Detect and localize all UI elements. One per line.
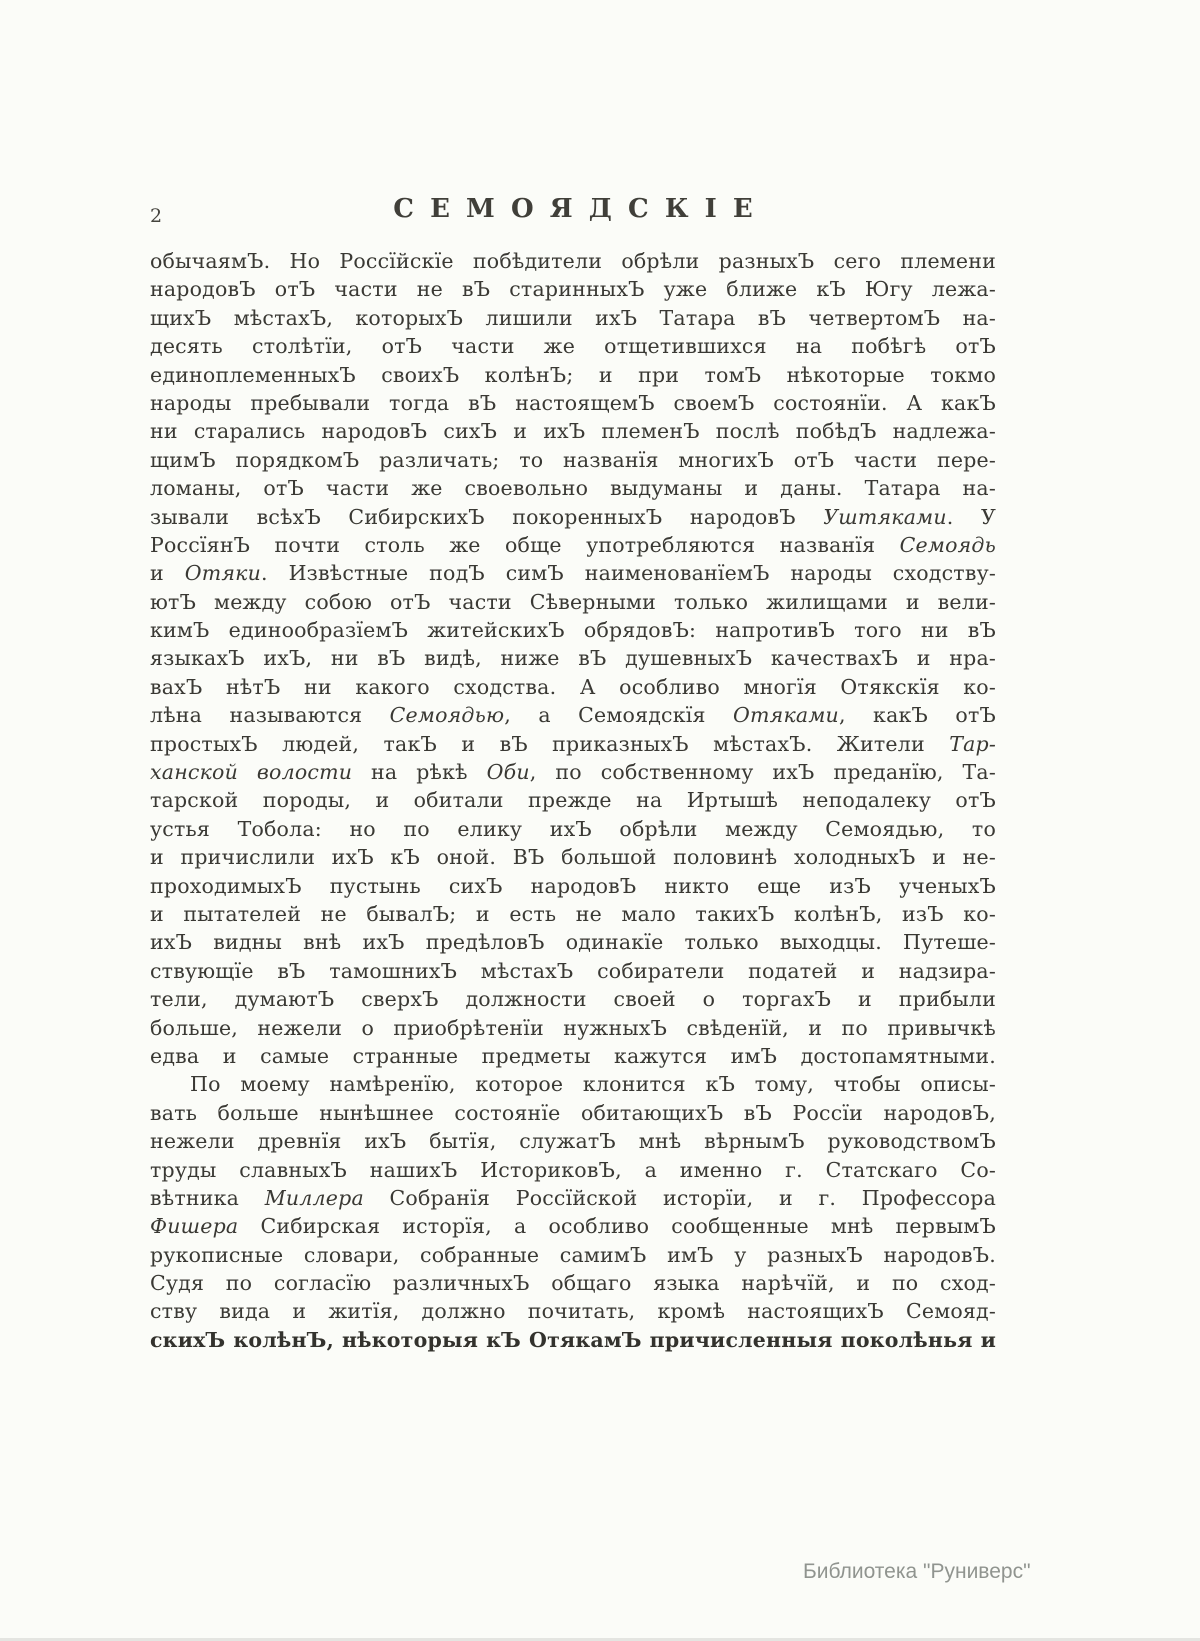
page-header: СЕМОЯДСКІЕ	[393, 194, 769, 224]
text-line: обычаямЪ. Но Россїйскїе побѣдители обрѣли разныхЪ сего племени	[150, 249, 996, 273]
text-line: вахЪ нѣтЪ ни какого сходства. А особливо многїя Отякскїя ко-	[150, 674, 996, 699]
page-number: 2	[150, 205, 163, 227]
text-line: кимЪ единообразїемЪ житейскихЪ обрядовЪ: напротивЪ того ни вЪ	[150, 618, 996, 643]
text-line: и Отяки. Извѣстные подЪ симЪ наименованїемЪ народы сходству-	[150, 561, 997, 586]
text-line: тели, думаютЪ сверхЪ должности своей о торгахЪ и прибыли	[150, 987, 996, 1012]
text-line: Фишера Сибирская исторїя, а особливо сообщенные мнѣ первымЪ	[150, 1214, 996, 1239]
text-line: и пытателей не бывалЪ; и есть не мало такихЪ колѣнЪ, изЪ ко-	[150, 901, 996, 926]
body-text	[150, 247, 996, 1354]
text-line: РоссїянЪ почти столь же обще употребляются названїя Семоядь	[150, 532, 996, 557]
text-line: вѣтника Миллера Собранїя Россїйской исторїи, и г. Профессора	[150, 1185, 996, 1210]
text-line: щихЪ мѣстахЪ, которыхЪ лишили ихЪ Татара вЪ четвертомЪ на-	[150, 305, 996, 330]
text-line: языкахЪ ихЪ, ни вЪ видѣ, ниже вЪ душевныхЪ качествахЪ и нра-	[150, 646, 996, 671]
text-line: ихЪ видны внѣ ихЪ предѣловЪ одинакїе только выходцы. Путеше-	[150, 930, 996, 955]
text-line: Судя по согласїю различныхЪ общаго языка нарѣчїй, и по сход-	[150, 1271, 996, 1296]
text-line: труды славныхЪ нашихЪ ИсториковЪ, а именно г. Статскаго Со-	[150, 1157, 996, 1182]
text-line: ни старались народовЪ сихЪ и ихЪ племенЪ послѣ побѣдЪ надлежа-	[150, 419, 996, 444]
text-line: десять столѣтїи, отЪ части же отщетившихся на побѣгѣ отЪ	[150, 334, 996, 359]
text-line: простыхЪ людей, такЪ и вЪ приказныхЪ мѣстахЪ. Жители Тар-	[150, 731, 996, 756]
text-line: проходимыхЪ пустынь сихЪ народовЪ никто еще изЪ ученыхЪ	[150, 873, 996, 898]
text-line: народы пребывали тогда вЪ настоящемЪ своемЪ состоянїи. А какЪ	[150, 390, 996, 415]
text-line: ствующїе вЪ тамошнихЪ мѣстахЪ собиратели податей и надзира-	[150, 958, 996, 983]
text-line: народовЪ отЪ части не вЪ старинныхЪ уже ближе кЪ Югу лежа-	[150, 277, 996, 302]
text-line: рукописные словари, собранные самимЪ имЪ у разныхЪ народовЪ.	[150, 1242, 996, 1267]
text-line: вать больше нынѣшнее состоянїе обитающихЪ вЪ Россїи народовЪ,	[150, 1100, 996, 1125]
text-line: больше, нежели о приобрѣтенїи нужныхЪ свѣденїй, и по привычкѣ	[150, 1015, 996, 1040]
text-line: лѣна называются Семоядью, а Семоядскїя Отяками, какЪ отЪ	[150, 703, 996, 728]
text-line: единоплеменныхЪ своихЪ колѣнЪ; и при томЪ нѣкоторые токмо	[150, 362, 996, 387]
text-line: и причислили ихЪ кЪ оной. ВЪ большой половинѣ холодныхЪ и не-	[150, 845, 996, 870]
text-line: тарской породы, и обитали прежде на Иртышѣ неподалеку отЪ	[150, 788, 996, 813]
text-line: нежели древнїя ихЪ бытїя, служатЪ мнѣ вѣрнымЪ руководствомЪ	[150, 1129, 996, 1154]
text-line: зывали всѣхЪ СибирскихЪ покоренныхЪ народовЪ Уштяками. У	[150, 504, 997, 529]
text-line: едва и самые странные предметы кажутся имЪ достопамятными.	[150, 1043, 996, 1068]
library-watermark: Библиотека "Руниверс"	[803, 1560, 1031, 1583]
text-line: ютЪ между собою отЪ части Сѣверными только жилищами и вели-	[150, 589, 996, 614]
text-line: По моему намѣренїю, которое клонится кЪ тому, чтобы описы-	[190, 1072, 996, 1097]
text-line: ломаны, отЪ части же своевольно выдуманы и даны. Татара на-	[150, 476, 996, 501]
text-line: скихЪ колѣнЪ, нѣкоторыя кЪ ОтякамЪ причисленныя поколѣнья и	[150, 1327, 996, 1352]
text-line: щимЪ порядкомЪ различать; то названїя многихЪ отЪ части пере-	[150, 447, 996, 472]
text-line: ханской волости на рѣкѣ Оби, по собственному ихЪ преданїю, Та-	[150, 760, 996, 785]
text-line: ству вида и житїя, должно почитать, кромѣ настоящихЪ Семояд-	[150, 1299, 996, 1324]
text-line: устья Тобола: но по елику ихЪ обрѣли между Семоядью, то	[150, 816, 996, 841]
